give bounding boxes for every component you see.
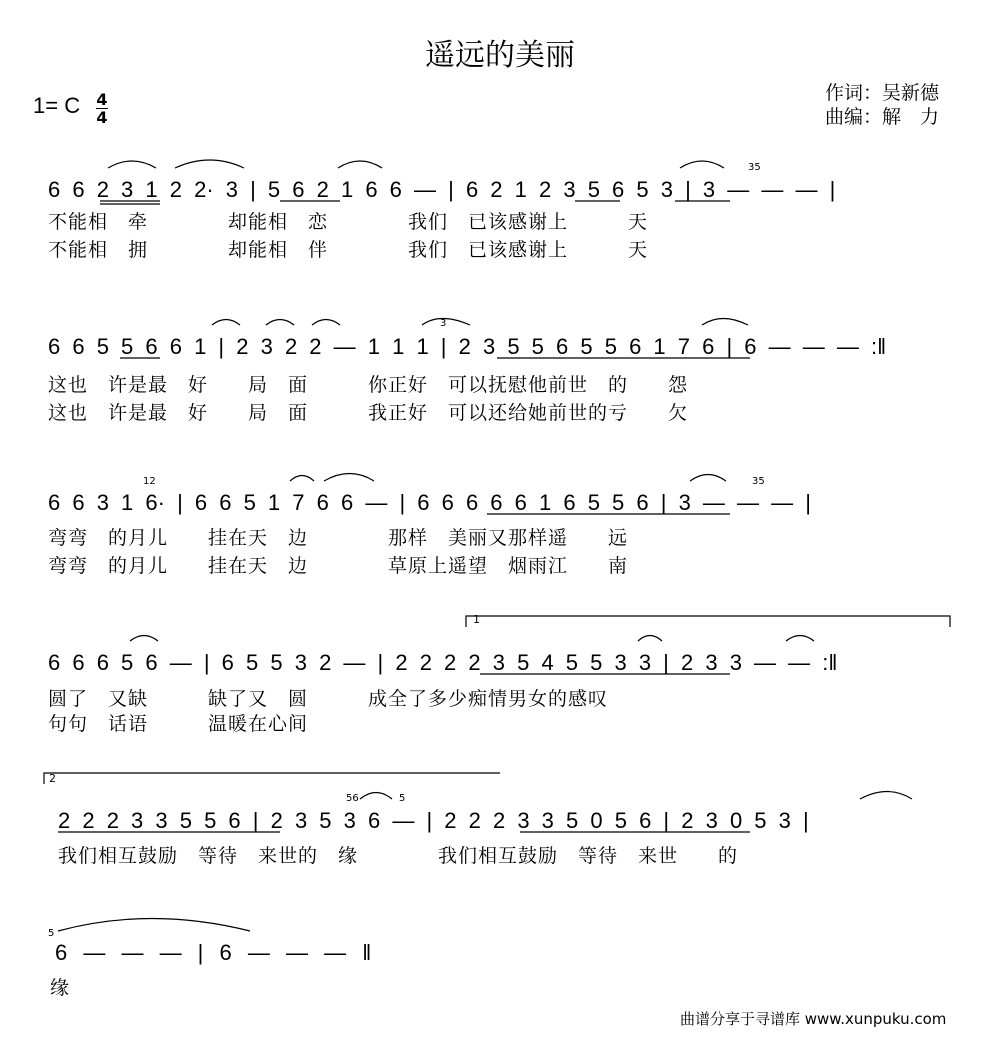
lyric-line-4b: 句句 话语 温暖在心间 (48, 713, 309, 735)
grace-note-5: 5 (399, 793, 406, 804)
lyric-line-3a: 弯弯 的月儿 挂在天 边 那样 美丽又那样遥 远 (48, 527, 629, 549)
page-title: 遥远的美丽 (425, 38, 575, 73)
slur-mark (860, 792, 912, 800)
notation-line-4: 6 6 6 5 6 — | 6 5 5 3 2 — | 2 2 2 2 3 5 4 5 5 3 3 | 2 3 3 — — :‖ (48, 650, 838, 675)
volta-2-label: 2 (49, 772, 56, 785)
triplet-mark: 3 (440, 318, 447, 329)
lyric-line-1a: 不能相 牵 却能相 恋 我们 已该感谢上 天 (48, 211, 649, 233)
source-footer: 曲谱分享于寻谱库 www.xunpuku.com (680, 1010, 947, 1028)
slur-mark (108, 161, 156, 168)
slur-mark (266, 320, 294, 326)
notation-line-2: 6 6 5 5 6 6 1 | 2 3 2 2 — 1 1 1 | 2 3 5 5 6 5 5 6 1 7 6 | 6 — — — :‖ (48, 334, 887, 359)
lyric-line-3b: 弯弯 的月儿 挂在天 边 草原上遥望 烟雨江 南 (48, 555, 629, 577)
slur-mark (312, 320, 340, 326)
grace-note-2: 12 (143, 476, 156, 487)
time-top: 4 (96, 90, 108, 109)
notation-line-6: 6 — — — | 6 — — — ‖ (55, 940, 372, 965)
lyric-line-6a: 缘 (50, 977, 71, 999)
slur-mark (680, 161, 724, 168)
lyric-line-4a: 圆了 又缺 缺了又 圆 成全了多少痴情男女的感叹 (48, 688, 609, 710)
volta-bracket-2 (44, 773, 500, 784)
slur-mark (702, 319, 748, 326)
notation-line-1: 6 6 2 3 1 2 2· 3 | 5 6 2 1 6 6 — | 6 2 1 2 3 5 6 5 3 | 3 — — — | (48, 177, 836, 202)
slur-mark (786, 636, 814, 642)
volta-1-label: 1 (473, 613, 480, 626)
lyric-line-2a: 这也 许是最 好 局 面 你正好 可以抚慰他前世 的 怨 (48, 374, 689, 396)
arranger-credit: 曲编：解 力 (825, 106, 940, 128)
key-label: 1= C (33, 93, 81, 118)
notation-line-3: 6 6 3 1 6· | 6 6 5 1 7 6 6 — | 6 6 6 6 6 1 6 5 5 6 | 3 — — — | (48, 490, 811, 515)
grace-note-6: 5 (48, 928, 55, 939)
slur-mark (130, 636, 158, 642)
slur-mark (212, 320, 240, 326)
grace-note-1: 35 (748, 162, 761, 173)
lyricist-credit: 作词：吴新德 (825, 82, 940, 104)
lyric-line-5a: 我们相互鼓励 等待 来世的 缘 我们相互鼓励 等待 来世 的 (58, 845, 739, 867)
volta-bracket-1 (466, 616, 950, 627)
slur-mark (422, 319, 470, 326)
lyric-line-1b: 不能相 拥 却能相 伴 我们 已该感谢上 天 (48, 239, 649, 261)
slur-mark (338, 161, 382, 168)
grace-note-4: 56 (346, 793, 359, 804)
time-bottom: 4 (96, 108, 108, 127)
slur-mark (360, 793, 392, 800)
slur-mark (58, 919, 250, 932)
slur-mark (324, 474, 374, 482)
lyric-line-2b: 这也 许是最 好 局 面 我正好 可以还给她前世的亏 欠 (48, 402, 689, 424)
slur-mark (290, 476, 314, 482)
slur-mark (690, 475, 726, 482)
grace-note-3: 35 (752, 476, 765, 487)
slur-mark (638, 636, 662, 642)
notation-line-5: 2 2 2 3 3 5 5 6 | 2 3 5 3 6 — | 2 2 2 3 3 5 0 5 6 | 2 3 0 5 3 | (58, 808, 809, 833)
slur-mark (175, 160, 244, 168)
